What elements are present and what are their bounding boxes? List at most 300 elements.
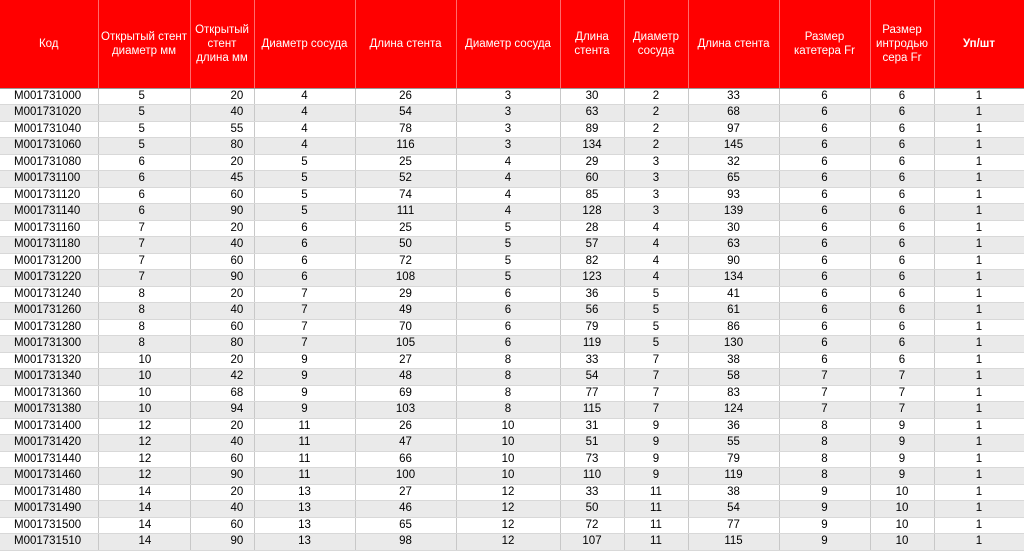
stent-length-3-cell: 41 [688, 286, 779, 303]
open-length-cell: 42 [190, 369, 254, 386]
table-row [0, 369, 1024, 386]
vessel-diameter-2-cell: 5 [456, 237, 560, 254]
catheter-size-cell: 8 [779, 451, 870, 468]
stent-length-2-cell: 54 [560, 369, 624, 386]
open-diameter-cell: 14 [98, 501, 190, 518]
stent-length-3-cell: 130 [688, 336, 779, 353]
stent-length-1-cell: 72 [355, 253, 456, 270]
vessel-diameter-1-cell: 11 [254, 435, 355, 452]
vessel-diameter-3-cell: 3 [624, 204, 688, 221]
vessel-diameter-2-cell: 4 [456, 187, 560, 204]
table-row [0, 220, 1024, 237]
catheter-size-cell: 9 [779, 534, 870, 551]
table-row [0, 336, 1024, 353]
open-length-cell: 40 [190, 435, 254, 452]
stent-length-3-cell: 86 [688, 319, 779, 336]
open-length-cell: 60 [190, 253, 254, 270]
vessel-diameter-3-cell: 11 [624, 517, 688, 534]
stent-length-2-cell: 50 [560, 501, 624, 518]
vessel-diameter-1-cell: 13 [254, 534, 355, 551]
stent-length-1-cell: 98 [355, 534, 456, 551]
table-row [0, 303, 1024, 320]
introducer-size-cell: 6 [870, 121, 934, 138]
stent-length-3-cell: 30 [688, 220, 779, 237]
table-row [0, 468, 1024, 485]
vessel-diameter-2-cell: 3 [456, 138, 560, 155]
catheter-size-cell: 6 [779, 270, 870, 287]
open-diameter-cell: 12 [98, 468, 190, 485]
stent-length-3-cell: 55 [688, 435, 779, 452]
stent-length-2-cell: 72 [560, 517, 624, 534]
introducer-size-cell: 6 [870, 336, 934, 353]
introducer-size-cell: 7 [870, 402, 934, 419]
catheter-size-cell: 6 [779, 88, 870, 105]
pack-qty-cell: 1 [934, 121, 1024, 138]
vessel-diameter-1-cell: 5 [254, 154, 355, 171]
code-cell: M001731220 [0, 270, 98, 287]
stent-length-3-cell: 90 [688, 253, 779, 270]
code-cell: M001731240 [0, 286, 98, 303]
stent-length-3-cell: 79 [688, 451, 779, 468]
open-length-cell: 90 [190, 534, 254, 551]
stent-length-2-cell: 63 [560, 105, 624, 122]
vessel-diameter-1-cell: 7 [254, 286, 355, 303]
vessel-diameter-3-cell: 9 [624, 451, 688, 468]
header-catheter-size: Размер катетера Fr [779, 0, 870, 88]
vessel-diameter-2-cell: 6 [456, 319, 560, 336]
pack-qty-cell: 1 [934, 138, 1024, 155]
vessel-diameter-2-cell: 6 [456, 286, 560, 303]
stent-length-2-cell: 73 [560, 451, 624, 468]
catheter-size-cell: 6 [779, 105, 870, 122]
pack-qty-cell: 1 [934, 220, 1024, 237]
vessel-diameter-2-cell: 3 [456, 105, 560, 122]
table-row [0, 451, 1024, 468]
stent-length-2-cell: 128 [560, 204, 624, 221]
catheter-size-cell: 6 [779, 352, 870, 369]
stent-length-2-cell: 85 [560, 187, 624, 204]
code-cell: M001731490 [0, 501, 98, 518]
code-cell: M001731040 [0, 121, 98, 138]
stent-length-1-cell: 50 [355, 237, 456, 254]
open-length-cell: 94 [190, 402, 254, 419]
code-cell: M001731080 [0, 154, 98, 171]
pack-qty-cell: 1 [934, 253, 1024, 270]
vessel-diameter-2-cell: 12 [456, 501, 560, 518]
table-row [0, 105, 1024, 122]
vessel-diameter-3-cell: 5 [624, 336, 688, 353]
vessel-diameter-3-cell: 11 [624, 534, 688, 551]
open-diameter-cell: 10 [98, 369, 190, 386]
table-row [0, 121, 1024, 138]
open-diameter-cell: 5 [98, 138, 190, 155]
table-row [0, 484, 1024, 501]
stent-length-2-cell: 89 [560, 121, 624, 138]
stent-length-1-cell: 74 [355, 187, 456, 204]
pack-qty-cell: 1 [934, 418, 1024, 435]
table-row [0, 319, 1024, 336]
table-body [0, 88, 1024, 550]
introducer-size-cell: 9 [870, 418, 934, 435]
pack-qty-cell: 1 [934, 385, 1024, 402]
catheter-size-cell: 6 [779, 187, 870, 204]
vessel-diameter-3-cell: 5 [624, 319, 688, 336]
introducer-size-cell: 10 [870, 517, 934, 534]
open-length-cell: 80 [190, 138, 254, 155]
vessel-diameter-2-cell: 8 [456, 385, 560, 402]
vessel-diameter-2-cell: 10 [456, 435, 560, 452]
code-cell: M001731300 [0, 336, 98, 353]
pack-qty-cell: 1 [934, 88, 1024, 105]
stent-length-3-cell: 63 [688, 237, 779, 254]
vessel-diameter-2-cell: 12 [456, 534, 560, 551]
open-diameter-cell: 6 [98, 154, 190, 171]
open-length-cell: 40 [190, 303, 254, 320]
stent-length-2-cell: 28 [560, 220, 624, 237]
open-length-cell: 60 [190, 319, 254, 336]
table-row [0, 402, 1024, 419]
catheter-size-cell: 6 [779, 237, 870, 254]
open-length-cell: 90 [190, 270, 254, 287]
vessel-diameter-2-cell: 10 [456, 418, 560, 435]
vessel-diameter-2-cell: 12 [456, 484, 560, 501]
stent-length-2-cell: 60 [560, 171, 624, 188]
catheter-size-cell: 6 [779, 138, 870, 155]
table-row [0, 534, 1024, 551]
open-diameter-cell: 12 [98, 435, 190, 452]
code-cell: M001731160 [0, 220, 98, 237]
stent-length-1-cell: 116 [355, 138, 456, 155]
stent-length-1-cell: 26 [355, 88, 456, 105]
table-row [0, 237, 1024, 254]
code-cell: M001731000 [0, 88, 98, 105]
open-diameter-cell: 8 [98, 286, 190, 303]
introducer-size-cell: 6 [870, 88, 934, 105]
table-row [0, 204, 1024, 221]
open-length-cell: 20 [190, 154, 254, 171]
open-diameter-cell: 14 [98, 534, 190, 551]
vessel-diameter-1-cell: 13 [254, 501, 355, 518]
pack-qty-cell: 1 [934, 286, 1024, 303]
catheter-size-cell: 8 [779, 435, 870, 452]
catheter-size-cell: 6 [779, 253, 870, 270]
table-row [0, 501, 1024, 518]
vessel-diameter-1-cell: 6 [254, 270, 355, 287]
table-row [0, 385, 1024, 402]
table-row [0, 286, 1024, 303]
header-stent-length-1: Длина стента [355, 0, 456, 88]
stent-length-1-cell: 27 [355, 484, 456, 501]
open-diameter-cell: 8 [98, 336, 190, 353]
introducer-size-cell: 6 [870, 270, 934, 287]
vessel-diameter-2-cell: 4 [456, 204, 560, 221]
vessel-diameter-1-cell: 6 [254, 253, 355, 270]
code-cell: M001731200 [0, 253, 98, 270]
code-cell: M001731100 [0, 171, 98, 188]
introducer-size-cell: 6 [870, 352, 934, 369]
stent-length-1-cell: 29 [355, 286, 456, 303]
vessel-diameter-2-cell: 6 [456, 303, 560, 320]
catheter-size-cell: 6 [779, 154, 870, 171]
introducer-size-cell: 6 [870, 138, 934, 155]
vessel-diameter-3-cell: 3 [624, 187, 688, 204]
vessel-diameter-3-cell: 7 [624, 352, 688, 369]
open-diameter-cell: 8 [98, 319, 190, 336]
pack-qty-cell: 1 [934, 105, 1024, 122]
open-diameter-cell: 10 [98, 352, 190, 369]
vessel-diameter-2-cell: 8 [456, 369, 560, 386]
stent-length-1-cell: 52 [355, 171, 456, 188]
table-row [0, 418, 1024, 435]
code-cell: M001731120 [0, 187, 98, 204]
vessel-diameter-3-cell: 4 [624, 253, 688, 270]
pack-qty-cell: 1 [934, 435, 1024, 452]
stent-length-2-cell: 123 [560, 270, 624, 287]
stent-length-1-cell: 65 [355, 517, 456, 534]
pack-qty-cell: 1 [934, 468, 1024, 485]
catheter-size-cell: 6 [779, 121, 870, 138]
code-cell: M001731060 [0, 138, 98, 155]
code-cell: M001731400 [0, 418, 98, 435]
stent-length-3-cell: 145 [688, 138, 779, 155]
introducer-size-cell: 6 [870, 286, 934, 303]
introducer-size-cell: 7 [870, 385, 934, 402]
table-row [0, 253, 1024, 270]
pack-qty-cell: 1 [934, 303, 1024, 320]
open-length-cell: 20 [190, 286, 254, 303]
stent-length-2-cell: 110 [560, 468, 624, 485]
introducer-size-cell: 6 [870, 105, 934, 122]
stent-length-2-cell: 51 [560, 435, 624, 452]
stent-length-2-cell: 134 [560, 138, 624, 155]
catheter-size-cell: 9 [779, 501, 870, 518]
vessel-diameter-2-cell: 12 [456, 517, 560, 534]
vessel-diameter-1-cell: 11 [254, 418, 355, 435]
pack-qty-cell: 1 [934, 352, 1024, 369]
open-diameter-cell: 7 [98, 220, 190, 237]
introducer-size-cell: 9 [870, 468, 934, 485]
stent-length-1-cell: 66 [355, 451, 456, 468]
open-length-cell: 90 [190, 204, 254, 221]
code-cell: M001731140 [0, 204, 98, 221]
introducer-size-cell: 6 [870, 303, 934, 320]
catheter-size-cell: 6 [779, 319, 870, 336]
header-pack-qty: Уп/шт [934, 0, 1024, 88]
vessel-diameter-2-cell: 5 [456, 253, 560, 270]
vessel-diameter-3-cell: 5 [624, 286, 688, 303]
introducer-size-cell: 9 [870, 435, 934, 452]
open-diameter-cell: 7 [98, 237, 190, 254]
pack-qty-cell: 1 [934, 484, 1024, 501]
stent-length-3-cell: 36 [688, 418, 779, 435]
vessel-diameter-2-cell: 5 [456, 220, 560, 237]
pack-qty-cell: 1 [934, 369, 1024, 386]
header-vessel-diameter-1: Диаметр сосуда [254, 0, 355, 88]
open-length-cell: 60 [190, 451, 254, 468]
header-stent-length-3: Длина стента [688, 0, 779, 88]
open-length-cell: 45 [190, 171, 254, 188]
introducer-size-cell: 10 [870, 484, 934, 501]
stent-length-3-cell: 33 [688, 88, 779, 105]
stent-length-3-cell: 97 [688, 121, 779, 138]
code-cell: M001731360 [0, 385, 98, 402]
open-length-cell: 60 [190, 517, 254, 534]
pack-qty-cell: 1 [934, 171, 1024, 188]
vessel-diameter-3-cell: 2 [624, 138, 688, 155]
vessel-diameter-2-cell: 3 [456, 88, 560, 105]
stent-length-1-cell: 48 [355, 369, 456, 386]
introducer-size-cell: 6 [870, 204, 934, 221]
open-length-cell: 20 [190, 418, 254, 435]
table-row [0, 171, 1024, 188]
catheter-size-cell: 6 [779, 204, 870, 221]
stent-length-2-cell: 33 [560, 484, 624, 501]
vessel-diameter-1-cell: 4 [254, 88, 355, 105]
open-diameter-cell: 10 [98, 402, 190, 419]
code-cell: M001731380 [0, 402, 98, 419]
stent-length-2-cell: 30 [560, 88, 624, 105]
stent-length-2-cell: 107 [560, 534, 624, 551]
stent-length-2-cell: 57 [560, 237, 624, 254]
stent-length-1-cell: 54 [355, 105, 456, 122]
stent-length-2-cell: 29 [560, 154, 624, 171]
introducer-size-cell: 6 [870, 319, 934, 336]
stent-length-3-cell: 54 [688, 501, 779, 518]
open-length-cell: 90 [190, 468, 254, 485]
vessel-diameter-1-cell: 11 [254, 451, 355, 468]
open-diameter-cell: 5 [98, 105, 190, 122]
pack-qty-cell: 1 [934, 336, 1024, 353]
vessel-diameter-2-cell: 8 [456, 402, 560, 419]
stent-length-3-cell: 83 [688, 385, 779, 402]
vessel-diameter-3-cell: 2 [624, 105, 688, 122]
vessel-diameter-1-cell: 11 [254, 468, 355, 485]
vessel-diameter-3-cell: 7 [624, 402, 688, 419]
open-diameter-cell: 7 [98, 270, 190, 287]
vessel-diameter-3-cell: 11 [624, 484, 688, 501]
vessel-diameter-3-cell: 9 [624, 418, 688, 435]
pack-qty-cell: 1 [934, 204, 1024, 221]
table-row [0, 435, 1024, 452]
header-open-stent-length: Открытый стент длина мм [190, 0, 254, 88]
open-diameter-cell: 14 [98, 517, 190, 534]
vessel-diameter-1-cell: 7 [254, 319, 355, 336]
code-cell: M001731020 [0, 105, 98, 122]
stent-length-3-cell: 93 [688, 187, 779, 204]
vessel-diameter-3-cell: 4 [624, 237, 688, 254]
catheter-size-cell: 8 [779, 418, 870, 435]
pack-qty-cell: 1 [934, 534, 1024, 551]
vessel-diameter-2-cell: 10 [456, 468, 560, 485]
vessel-diameter-2-cell: 6 [456, 336, 560, 353]
open-diameter-cell: 6 [98, 204, 190, 221]
stent-length-1-cell: 100 [355, 468, 456, 485]
open-length-cell: 60 [190, 187, 254, 204]
open-length-cell: 40 [190, 105, 254, 122]
code-cell: M001731180 [0, 237, 98, 254]
vessel-diameter-1-cell: 6 [254, 237, 355, 254]
introducer-size-cell: 6 [870, 220, 934, 237]
introducer-size-cell: 6 [870, 171, 934, 188]
header-row [0, 0, 1024, 88]
table-row [0, 138, 1024, 155]
stent-length-1-cell: 105 [355, 336, 456, 353]
stent-length-2-cell: 77 [560, 385, 624, 402]
stent-length-2-cell: 33 [560, 352, 624, 369]
pack-qty-cell: 1 [934, 154, 1024, 171]
vessel-diameter-1-cell: 5 [254, 187, 355, 204]
vessel-diameter-3-cell: 7 [624, 385, 688, 402]
stent-length-1-cell: 103 [355, 402, 456, 419]
code-cell: M001731460 [0, 468, 98, 485]
catheter-size-cell: 9 [779, 484, 870, 501]
vessel-diameter-1-cell: 4 [254, 138, 355, 155]
stent-length-3-cell: 134 [688, 270, 779, 287]
code-cell: M001731340 [0, 369, 98, 386]
vessel-diameter-3-cell: 2 [624, 88, 688, 105]
catheter-size-cell: 9 [779, 517, 870, 534]
header-stent-length-2: Длина стента [560, 0, 624, 88]
table-row [0, 187, 1024, 204]
open-length-cell: 20 [190, 220, 254, 237]
introducer-size-cell: 6 [870, 187, 934, 204]
stent-length-3-cell: 32 [688, 154, 779, 171]
open-diameter-cell: 5 [98, 88, 190, 105]
catheter-size-cell: 6 [779, 171, 870, 188]
vessel-diameter-3-cell: 3 [624, 171, 688, 188]
stent-length-1-cell: 111 [355, 204, 456, 221]
table-header [0, 0, 1024, 88]
open-length-cell: 40 [190, 237, 254, 254]
vessel-diameter-1-cell: 9 [254, 385, 355, 402]
introducer-size-cell: 6 [870, 253, 934, 270]
stent-length-3-cell: 38 [688, 484, 779, 501]
open-diameter-cell: 10 [98, 385, 190, 402]
stent-length-1-cell: 47 [355, 435, 456, 452]
vessel-diameter-1-cell: 5 [254, 171, 355, 188]
stent-length-1-cell: 27 [355, 352, 456, 369]
stent-length-3-cell: 77 [688, 517, 779, 534]
stent-length-1-cell: 78 [355, 121, 456, 138]
catheter-size-cell: 8 [779, 468, 870, 485]
table-row [0, 154, 1024, 171]
introducer-size-cell: 6 [870, 154, 934, 171]
stent-length-1-cell: 25 [355, 154, 456, 171]
open-length-cell: 20 [190, 352, 254, 369]
stent-length-1-cell: 46 [355, 501, 456, 518]
vessel-diameter-2-cell: 5 [456, 270, 560, 287]
stent-length-2-cell: 31 [560, 418, 624, 435]
vessel-diameter-3-cell: 2 [624, 121, 688, 138]
stent-length-2-cell: 115 [560, 402, 624, 419]
code-cell: M001731510 [0, 534, 98, 551]
vessel-diameter-2-cell: 4 [456, 171, 560, 188]
code-cell: M001731320 [0, 352, 98, 369]
header-open-stent-diameter: Открытый стент диаметр мм [98, 0, 190, 88]
vessel-diameter-1-cell: 7 [254, 336, 355, 353]
stent-length-1-cell: 26 [355, 418, 456, 435]
vessel-diameter-1-cell: 5 [254, 204, 355, 221]
table-row [0, 352, 1024, 369]
stent-length-1-cell: 69 [355, 385, 456, 402]
open-length-cell: 20 [190, 484, 254, 501]
vessel-diameter-1-cell: 13 [254, 484, 355, 501]
stent-length-2-cell: 36 [560, 286, 624, 303]
stent-length-3-cell: 61 [688, 303, 779, 320]
pack-qty-cell: 1 [934, 501, 1024, 518]
open-length-cell: 20 [190, 88, 254, 105]
stent-length-1-cell: 49 [355, 303, 456, 320]
